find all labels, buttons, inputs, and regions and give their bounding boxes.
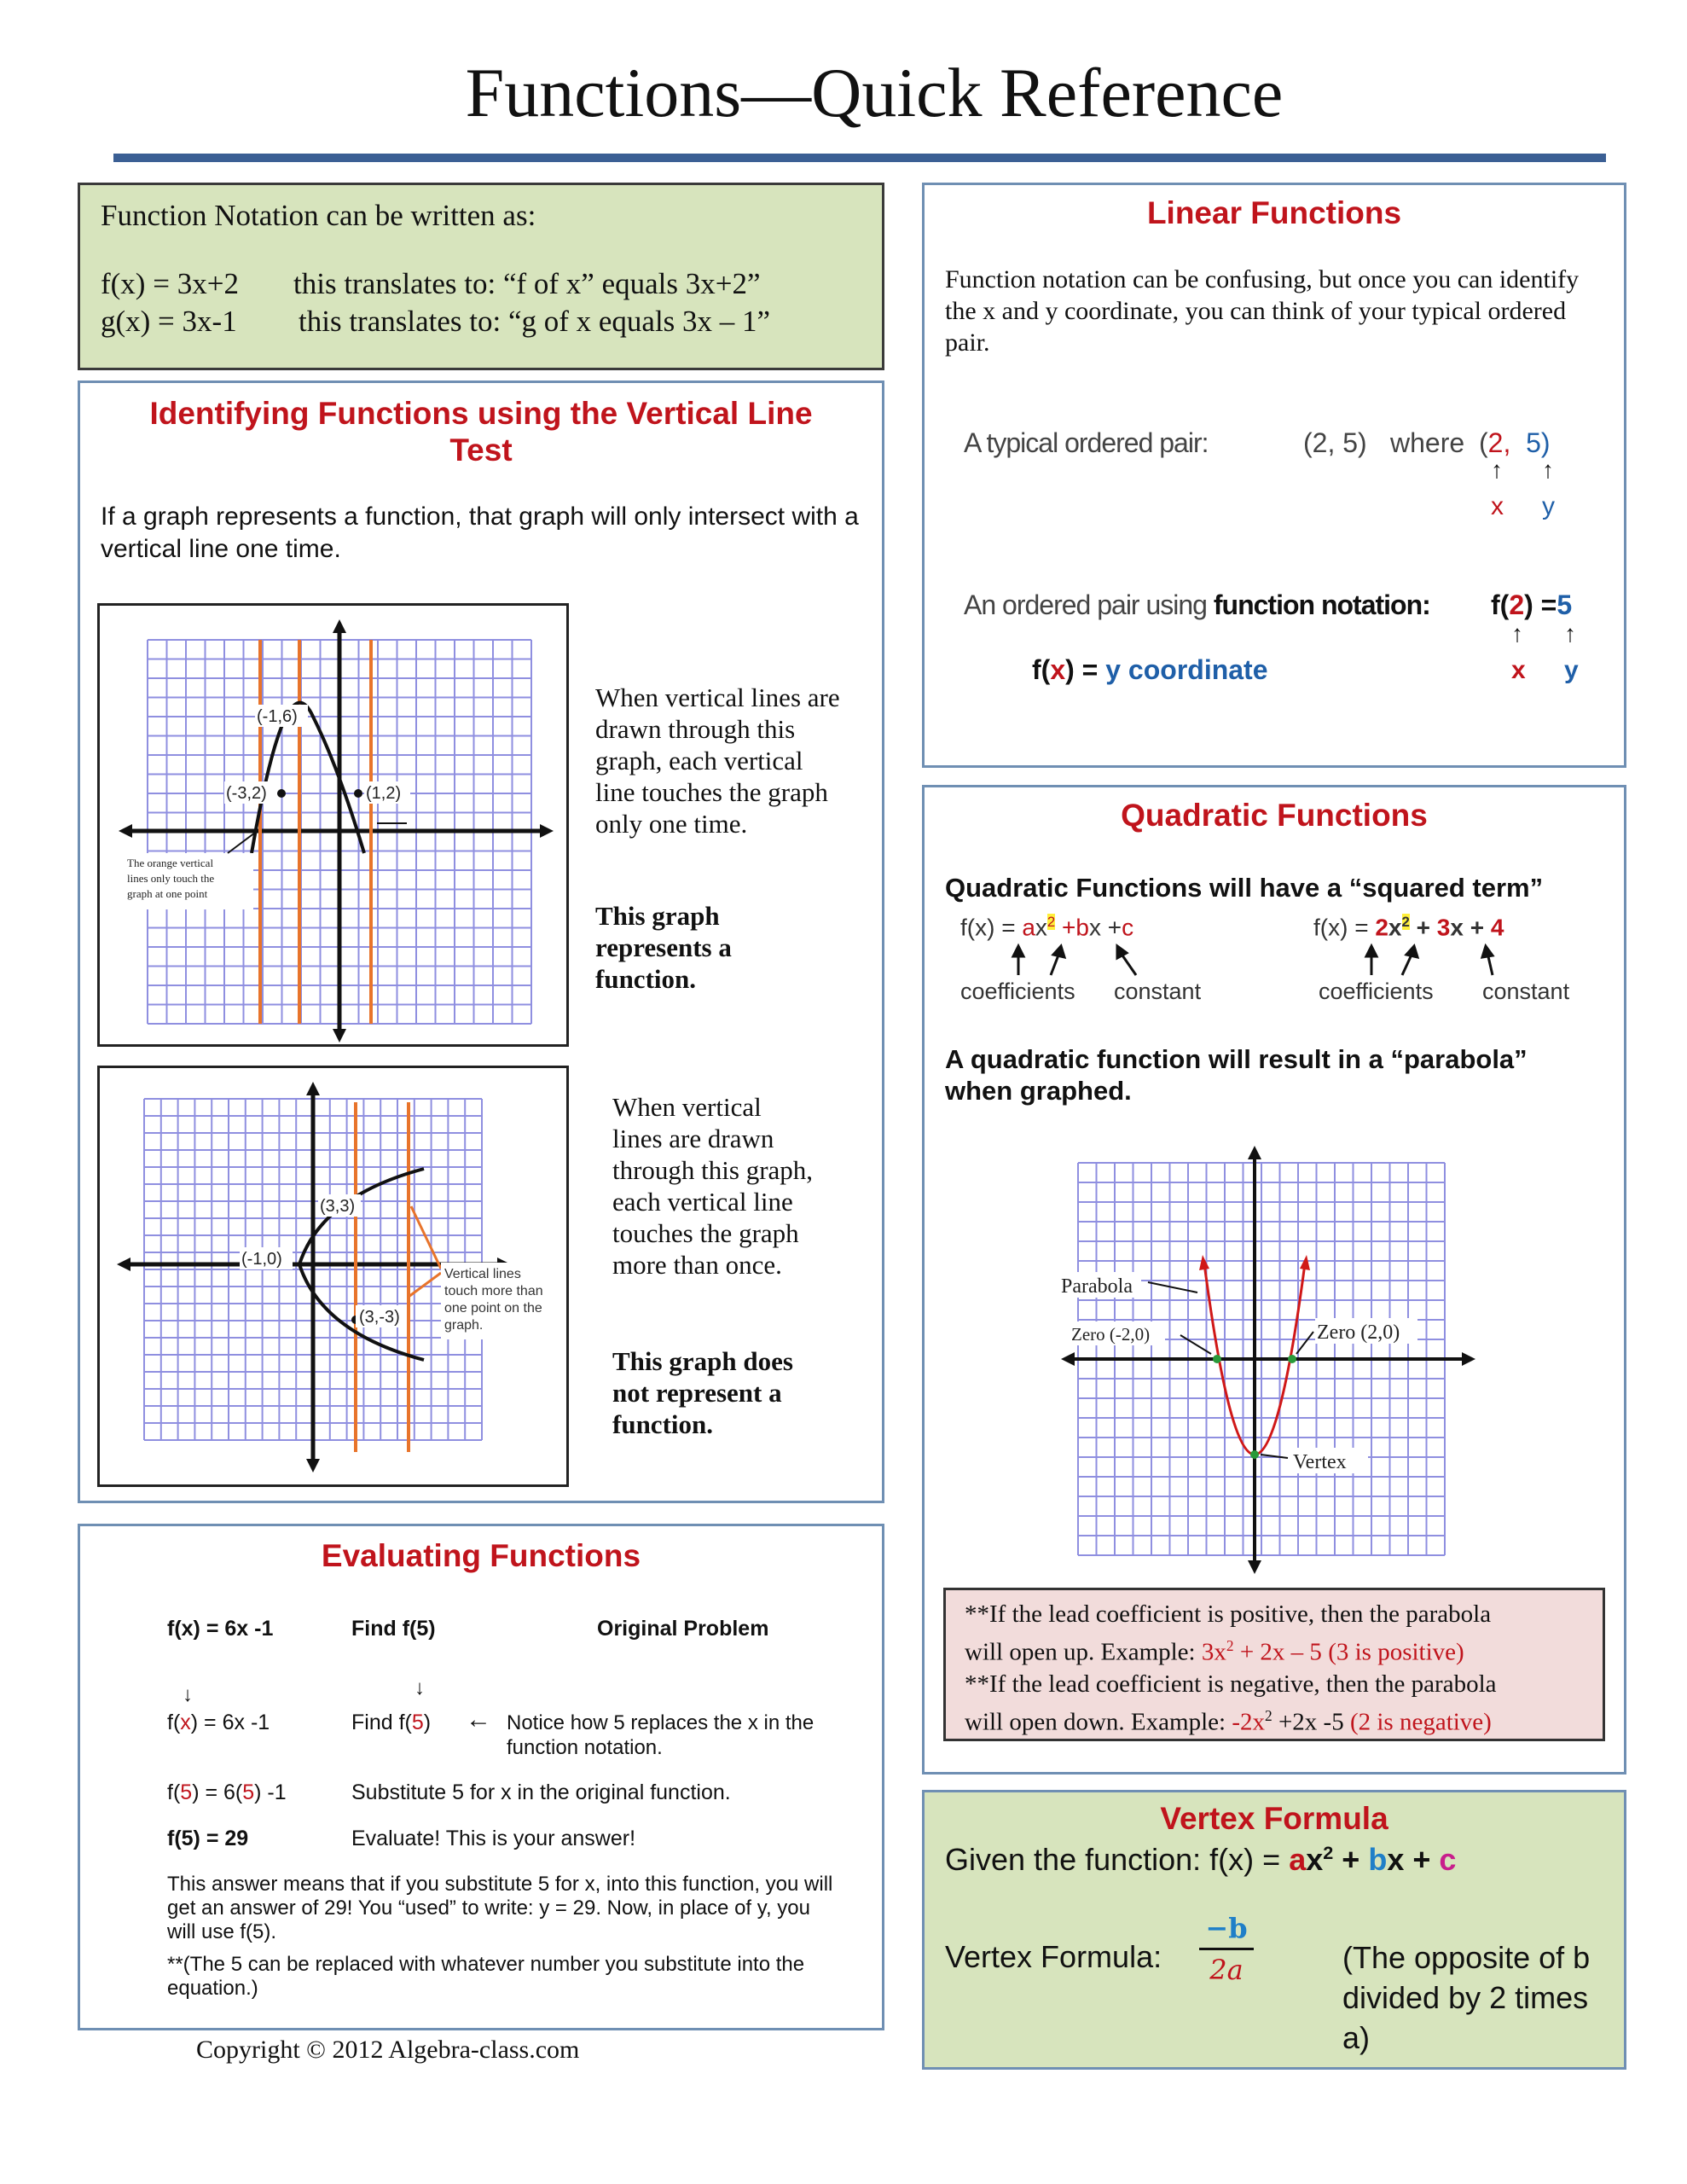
vertical-line-test-panel bbox=[78, 380, 884, 1503]
graph-2-note-line: one point on the bbox=[444, 1301, 542, 1316]
page-title: Functions—Quick Reference bbox=[465, 54, 1284, 131]
graph-2-note-line: graph. bbox=[444, 1318, 484, 1333]
x-label: x bbox=[1491, 492, 1504, 520]
y-label: y bbox=[1542, 492, 1555, 520]
down-arrow-icon: ↓ bbox=[183, 1683, 193, 1706]
fraction-bar bbox=[1199, 1948, 1254, 1950]
up-arrow-icon: ↑ bbox=[1511, 620, 1523, 647]
constant-label: constant bbox=[1114, 979, 1202, 1004]
graph-1-description: When vertical lines are drawn through this graph, each vertical line touches the graph only one time. bbox=[595, 682, 840, 839]
linear-title: Linear Functions bbox=[1146, 195, 1402, 230]
notation-expr: f(x) = 3x+2 bbox=[101, 267, 239, 300]
graph-1-note-line: graph at one point bbox=[127, 887, 208, 900]
fx-equals-y: f(x) = y coordinate bbox=[1032, 654, 1268, 685]
quadratic-title: Quadratic Functions bbox=[1121, 798, 1428, 833]
typical-pair-value: (2, 5) bbox=[1303, 427, 1367, 458]
down-arrow-icon: ↓ bbox=[415, 1676, 425, 1699]
arrow-up-icon bbox=[1248, 1146, 1261, 1159]
arrow-right-icon bbox=[1462, 1352, 1475, 1366]
graph-2-label: (3,3) bbox=[320, 1197, 356, 1216]
graph-1-verdict: This graph represents a function. bbox=[595, 901, 732, 994]
graph-2-label: (3,-3) bbox=[359, 1308, 400, 1327]
graph-2-note-line: Vertical lines bbox=[444, 1267, 521, 1281]
arrow-down-icon bbox=[333, 1029, 346, 1043]
parabola-graph bbox=[1052, 1142, 1479, 1577]
graph-1-label: (1,2) bbox=[366, 784, 402, 803]
arrow-left-icon bbox=[119, 824, 132, 838]
evaluating-functions-panel bbox=[78, 1524, 884, 2030]
constant-label: constant bbox=[1482, 979, 1570, 1004]
notation-panel bbox=[78, 183, 884, 370]
graph-1-note-line: The orange vertical bbox=[127, 857, 214, 869]
vertex-label: Vertex bbox=[1293, 1451, 1347, 1473]
parabola-text: A quadratic function will result in a “parabola” when graphed. bbox=[945, 1044, 1528, 1106]
zero-point bbox=[1288, 1355, 1296, 1363]
copyright: Copyright © 2012 Algebra-class.com bbox=[196, 2036, 580, 2064]
arrow-down-icon bbox=[306, 1459, 320, 1472]
graph-1-label: (-3,2) bbox=[226, 784, 267, 803]
up-arrow-icon: ↑ bbox=[1491, 456, 1503, 483]
arrow-down-icon bbox=[1248, 1560, 1261, 1574]
fraction-numerator: −b bbox=[1205, 1912, 1248, 1944]
arrow-up-icon bbox=[333, 619, 346, 633]
graph-1-note-line: lines only touch the bbox=[127, 872, 215, 885]
graph-1-label: (-1,6) bbox=[257, 707, 298, 726]
vertex-explanation: (The opposite of b divided by 2 times a) bbox=[1342, 1940, 1591, 2055]
notation-row-2 bbox=[101, 305, 861, 339]
eval-col3-head: Original Problem bbox=[597, 1617, 769, 1641]
notation-expr: g(x) = 3x-1 bbox=[101, 305, 237, 338]
eval-col1-head: f(x) = 6x -1 bbox=[167, 1617, 274, 1641]
graph-1-frame bbox=[97, 603, 569, 1047]
left-arrow-icon: ← bbox=[466, 1705, 491, 1734]
eval-row3-expr: f(5) = 29 bbox=[167, 1827, 249, 1850]
eval-row1-find: Find f(5) bbox=[351, 1711, 432, 1734]
linear-functions-panel bbox=[922, 183, 1626, 768]
notation-heading: Function Notation can be written as: bbox=[101, 199, 536, 232]
graph-2-frame bbox=[97, 1066, 569, 1487]
quadratic-general-equation: $f(x) = ax^2 +bx +c$ bbox=[960, 914, 1134, 941]
up-arrow-icon: ↑ bbox=[1542, 456, 1554, 483]
quadratic-functions-panel bbox=[922, 785, 1626, 1774]
arrow-right-icon bbox=[540, 824, 554, 838]
vlt-title: Identifying Functions using the Vertical Line Test bbox=[149, 396, 813, 468]
fraction-denominator: 2a bbox=[1209, 1954, 1244, 1986]
linear-intro: Function notation can be confusing, but once you can identify the x and y coordinate, you can think of your typical ordered pair. bbox=[945, 265, 1580, 357]
vertex-title: Vertex Formula bbox=[1160, 1801, 1388, 1836]
quadratic-subtitle: Quadratic Functions will have a “squared term” bbox=[945, 873, 1544, 903]
eval-paragraph-note: **(The 5 can be replaced with whatever number you substitute into the equation.) bbox=[167, 1953, 805, 2000]
eval-row3-note: Evaluate! This is your answer! bbox=[351, 1827, 636, 1850]
where-label: where bbox=[1390, 427, 1465, 458]
quadratic-example-equation: $f(x) = 2x^2 + 3x + 4$ bbox=[1313, 914, 1504, 941]
up-arrow-icon: ↑ bbox=[1564, 620, 1576, 647]
arrow-left-icon bbox=[1061, 1352, 1075, 1366]
vertex-point bbox=[1250, 1450, 1259, 1459]
typical-pair-label: A typical ordered pair: bbox=[964, 427, 1209, 458]
graph-1 bbox=[100, 606, 566, 1044]
notation-translation: this translates to: “g of x equals 3x – 1” bbox=[299, 305, 771, 338]
function-notation-label: An ordered pair using function notation: bbox=[964, 590, 1430, 620]
eval-row2-note: Substitute 5 for x in the original function. bbox=[351, 1780, 731, 1804]
vertex-formula-label: Vertex Formula: bbox=[945, 1939, 1162, 1974]
eval-row1-note: Notice how 5 replaces the x in the function notation. bbox=[507, 1711, 815, 1759]
lead-coefficient-note: **If the lead coefficient is positive, then the parabola will open up. Example: $3x^2 + 2x - 5$ (3 is positive) **If the lead coefficient is negative, then the parabola will open down. Example: $-2x^2 +2x$ -5 (2 is negative) bbox=[943, 1588, 1605, 1741]
function-notation-example: f(2) =5 bbox=[1491, 590, 1573, 620]
title-rule bbox=[113, 154, 1606, 162]
vertex-given: Given the function: $f(x) = ax^2$ + bx + c bbox=[945, 1842, 1457, 1877]
zero-label: Zero (-2,0) bbox=[1071, 1324, 1151, 1345]
vertex-fraction bbox=[1199, 1912, 1254, 1986]
graph-2-verdict: This graph does not represent a function. bbox=[612, 1346, 793, 1439]
graph-2-note-line: touch more than bbox=[444, 1284, 543, 1298]
zero-point bbox=[1213, 1355, 1221, 1363]
notation-translation: this translates to: “f of x” equals 3x+2” bbox=[293, 267, 761, 300]
graph-2 bbox=[100, 1068, 566, 1484]
arrow-left-icon bbox=[117, 1258, 130, 1271]
vertex-formula-panel bbox=[922, 1790, 1626, 2070]
eval-row1-expr: f(x) = 6x -1 bbox=[167, 1711, 270, 1734]
graph-2-label: (-1,0) bbox=[241, 1250, 282, 1269]
arrow-up-icon bbox=[306, 1082, 320, 1095]
parabola-label: Parabola bbox=[1061, 1275, 1133, 1298]
graph-2-description: When vertical lines are drawn through this graph, each vertical line touches the graph more than once. bbox=[612, 1092, 814, 1280]
x-label: x bbox=[1511, 656, 1526, 684]
zero-label: Zero (2,0) bbox=[1317, 1321, 1400, 1344]
eval-col2-head: Find f(5) bbox=[351, 1617, 436, 1641]
pair-breakdown: (2, 5) bbox=[1479, 427, 1551, 458]
coefficients-label: coefficients bbox=[1319, 979, 1434, 1004]
eval-paragraph: This answer means that if you substitute 5 for x, into this function, you will get an answer of 29! You “used” to write: y = 29. Now, in place of y, you will use f(5). bbox=[167, 1873, 833, 1943]
quadratic-pointer-arrows bbox=[925, 941, 1624, 984]
eval-row2-expr: f(5) = 6(5) -1 bbox=[167, 1780, 287, 1804]
graph-1-point bbox=[354, 789, 362, 798]
evaluating-title: Evaluating Functions bbox=[321, 1538, 641, 1573]
y-label: y bbox=[1564, 656, 1579, 684]
vlt-intro: If a graph represents a function, that graph will only intersect with a vertical line one time. bbox=[101, 502, 859, 563]
coefficients-label: coefficients bbox=[960, 979, 1075, 1004]
notation-row-1 bbox=[101, 267, 861, 301]
graph-1-point bbox=[277, 789, 286, 798]
